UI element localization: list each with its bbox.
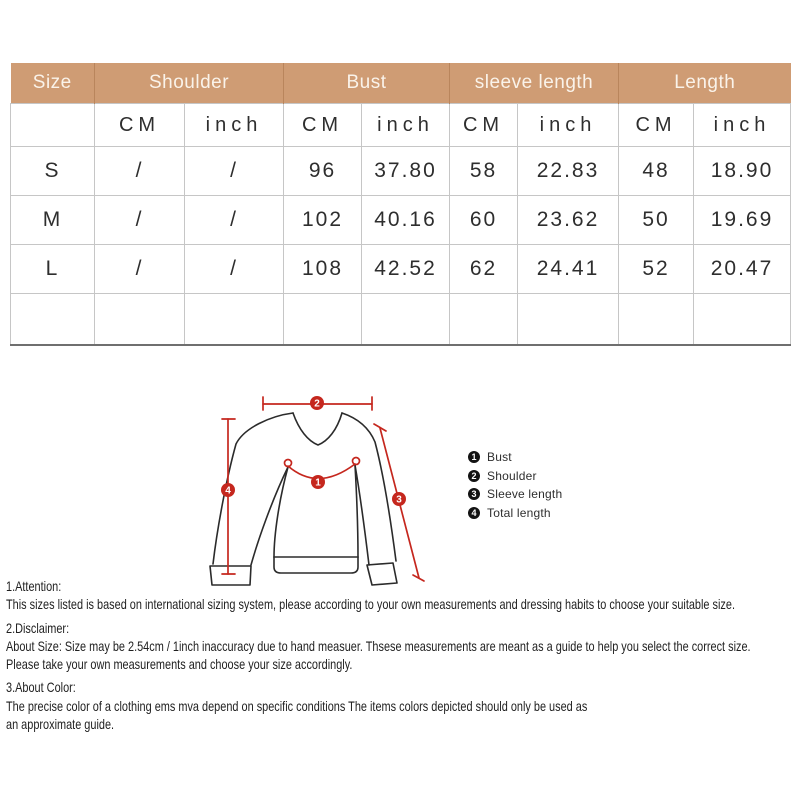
- unit-inch: inch: [185, 104, 284, 147]
- cell-length-inch: 19.69: [694, 196, 791, 245]
- cell-size: M: [11, 196, 95, 245]
- cell-bust-cm: 102: [284, 196, 362, 245]
- legend-bullet-1: 1: [468, 451, 480, 463]
- cell-bust-inch: 40.16: [362, 196, 450, 245]
- note-about-color: [6, 678, 800, 733]
- header-size: Size: [11, 63, 95, 104]
- note-heading: 2.Disclaimer:: [6, 619, 70, 636]
- cell-shoulder-inch: /: [185, 245, 284, 294]
- table-row-m: [11, 196, 791, 245]
- svg-text:3: 3: [396, 494, 402, 506]
- cell-size: L: [11, 245, 95, 294]
- legend-label: Shoulder: [487, 468, 537, 483]
- svg-text:4: 4: [225, 485, 231, 497]
- cell-sleeve-inch: 23.62: [518, 196, 619, 245]
- cell-bust-inch: 42.52: [362, 245, 450, 294]
- notes-section: [6, 577, 800, 733]
- cell-shoulder-inch: /: [185, 147, 284, 196]
- note-disclaimer: [6, 619, 800, 674]
- cell-shoulder-inch: /: [185, 196, 284, 245]
- measurement-markers: [221, 396, 406, 506]
- unit-inch: inch: [518, 104, 619, 147]
- header-shoulder: Shoulder: [95, 63, 284, 104]
- measurement-lines: [222, 397, 424, 581]
- measurement-legend: [468, 448, 562, 522]
- unit-inch: inch: [694, 104, 791, 147]
- cell-bust-cm: 96: [284, 147, 362, 196]
- cell-sleeve-cm: 60: [450, 196, 518, 245]
- unit-cm: CM: [619, 104, 694, 147]
- legend-label: Total length: [487, 506, 551, 521]
- legend-bullet-2: 2: [468, 470, 480, 482]
- legend-item-shoulder: [468, 467, 562, 486]
- sweater-outline-drawing: [210, 413, 397, 585]
- cell-length-cm: 48: [619, 147, 694, 196]
- header-length: Length: [619, 63, 791, 104]
- cell-sleeve-inch: 22.83: [518, 147, 619, 196]
- table-group-header-row: [11, 63, 791, 104]
- unit-cm: CM: [95, 104, 185, 147]
- note-heading: 3.About Color:: [6, 679, 76, 696]
- unit-cm: CM: [284, 104, 362, 147]
- note-line: About Size: Size may be 2.54cm / 1inch inaccuracy due to hand measuer. Thsese measurements are meant as a guide to help you select the correct size.: [6, 637, 751, 654]
- note-line: This sizes listed is based on international sizing system, please according to your own measurements and dressing habits to choose your suitable size.: [6, 596, 735, 613]
- marker-sleeve-length: [392, 492, 406, 506]
- table-row-s: [11, 147, 791, 196]
- table-unit-row: [11, 104, 791, 147]
- legend-item-total-length: [468, 504, 562, 523]
- cell-shoulder-cm: /: [95, 147, 185, 196]
- cell-bust-inch: 37.80: [362, 147, 450, 196]
- cell-length-inch: 18.90: [694, 147, 791, 196]
- unit-blank-cell: [11, 104, 95, 147]
- size-table: [10, 63, 791, 346]
- legend-item-sleeve-length: [468, 485, 562, 504]
- table-row-l: [11, 245, 791, 294]
- garment-measurement-diagram: [150, 380, 490, 595]
- legend-item-bust: [468, 448, 562, 467]
- note-line: The precise color of a clothing ems mva depend on specific conditions The items colors depicted should only be used as: [6, 697, 588, 714]
- cell-shoulder-cm: /: [95, 196, 185, 245]
- note-line: Please take your own measurements and choose your size accordingly.: [6, 656, 353, 673]
- table-empty-row: [11, 294, 791, 346]
- legend-label: Sleeve length: [487, 487, 563, 502]
- note-attention: [6, 577, 800, 614]
- marker-bust: [311, 475, 325, 489]
- legend-bullet-4: 4: [468, 507, 480, 519]
- unit-inch: inch: [362, 104, 450, 147]
- marker-total-length: [221, 483, 235, 497]
- cell-length-cm: 50: [619, 196, 694, 245]
- header-bust: Bust: [284, 63, 450, 104]
- cell-sleeve-cm: 58: [450, 147, 518, 196]
- header-sleeve-length: sleeve length: [450, 63, 619, 104]
- cell-bust-cm: 108: [284, 245, 362, 294]
- svg-text:1: 1: [315, 477, 321, 489]
- cell-sleeve-cm: 62: [450, 245, 518, 294]
- cell-length-cm: 52: [619, 245, 694, 294]
- note-heading: 1.Attention:: [6, 578, 62, 594]
- svg-text:2: 2: [314, 398, 320, 410]
- legend-label: Bust: [487, 450, 512, 465]
- marker-shoulder: [310, 396, 324, 410]
- cell-size: S: [11, 147, 95, 196]
- cell-length-inch: 20.47: [694, 245, 791, 294]
- note-line: an approximate guide.: [6, 716, 115, 733]
- unit-cm: CM: [450, 104, 518, 147]
- cell-shoulder-cm: /: [95, 245, 185, 294]
- cell-sleeve-inch: 24.41: [518, 245, 619, 294]
- legend-bullet-3: 3: [468, 488, 480, 500]
